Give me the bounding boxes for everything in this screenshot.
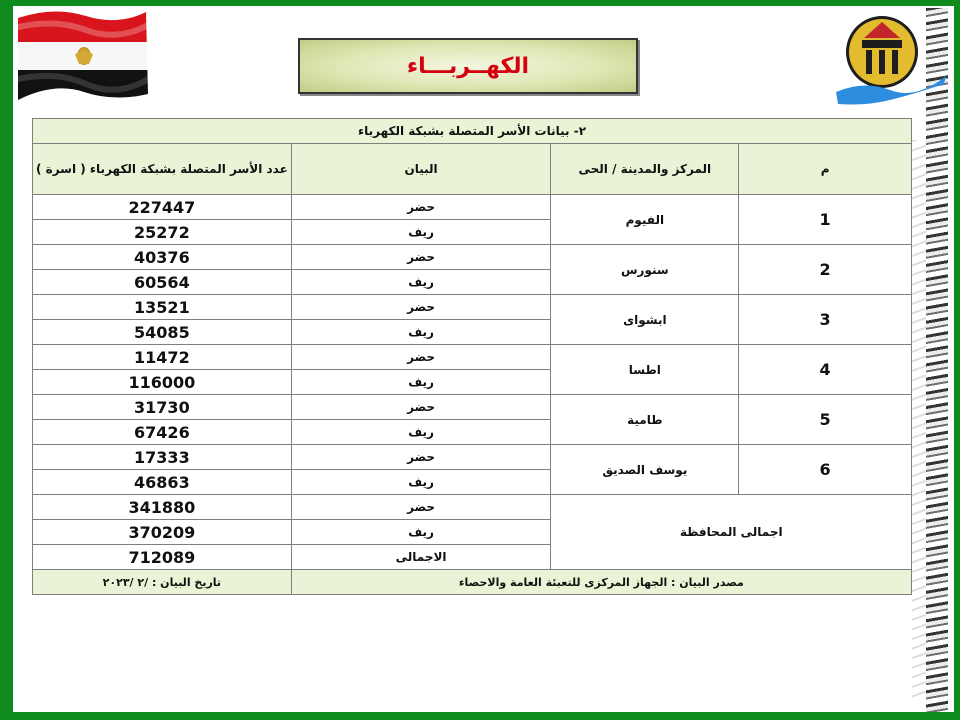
- total-rural-label: ريف: [291, 520, 551, 545]
- governorate-total-label: اجمالى المحافظة: [551, 495, 912, 570]
- urban-value: 40376: [33, 245, 292, 270]
- center-name: سنورس: [551, 245, 739, 295]
- rural-label: ريف: [291, 320, 551, 345]
- total-rural-value: 370209: [33, 520, 292, 545]
- center-name: الفيوم: [551, 195, 739, 245]
- rural-value: 67426: [33, 420, 292, 445]
- table-row: [33, 195, 912, 220]
- urban-label: حضر: [291, 295, 551, 320]
- urban-label: حضر: [291, 345, 551, 370]
- center-name: ابشواى: [551, 295, 739, 345]
- center-name: طامية: [551, 395, 739, 445]
- rural-value: 54085: [33, 320, 292, 345]
- data-source: مصدر البيان : الجهاز المركزى للتعبئة العامة والاحصاء: [291, 570, 911, 595]
- row-index: 1: [739, 195, 912, 245]
- rural-value: 25272: [33, 220, 292, 245]
- grand-total-label: الاجمالى: [291, 545, 551, 570]
- urban-value: 11472: [33, 345, 292, 370]
- column-header-row: [33, 144, 912, 195]
- header-index: م: [739, 144, 912, 195]
- table-footer-row: [33, 570, 912, 595]
- rural-label: ريف: [291, 220, 551, 245]
- center-name: اطسا: [551, 345, 739, 395]
- urban-label: حضر: [291, 395, 551, 420]
- table-caption-row: [33, 119, 912, 144]
- rural-value: 46863: [33, 470, 292, 495]
- rural-value: 116000: [33, 370, 292, 395]
- urban-label: حضر: [291, 245, 551, 270]
- header-statement: البيان: [291, 144, 551, 195]
- rural-label: ريف: [291, 470, 551, 495]
- total-urban-value: 341880: [33, 495, 292, 520]
- row-index: 4: [739, 345, 912, 395]
- table-row: [33, 395, 912, 420]
- row-index: 2: [739, 245, 912, 295]
- row-index: 5: [739, 395, 912, 445]
- urban-label: حضر: [291, 195, 551, 220]
- row-index: 6: [739, 445, 912, 495]
- total-urban-label: حضر: [291, 495, 551, 520]
- egypt-flag-icon: [14, 8, 150, 100]
- urban-value: 31730: [33, 395, 292, 420]
- center-name: يوسف الصديق: [551, 445, 739, 495]
- slide-title: الكهــربـــاء: [406, 53, 530, 79]
- header-count: عدد الأسر المتصلة بشبكة الكهرباء ( اسرة ): [33, 144, 292, 195]
- rural-label: ريف: [291, 420, 551, 445]
- rural-value: 60564: [33, 270, 292, 295]
- table-row: [33, 445, 912, 470]
- slide-title-box: [298, 38, 638, 94]
- table-caption: ٢- بيانات الأسر المتصلة بشبكة الكهرباء: [33, 119, 912, 144]
- row-index: 3: [739, 295, 912, 345]
- header-center: المركز والمدينة / الحى: [551, 144, 739, 195]
- rural-label: ريف: [291, 270, 551, 295]
- data-date: تاريخ البيان : /٢ /٢٠٢٣: [33, 570, 292, 595]
- grand-total-value: 712089: [33, 545, 292, 570]
- urban-label: حضر: [291, 445, 551, 470]
- urban-value: 17333: [33, 445, 292, 470]
- rural-label: ريف: [291, 370, 551, 395]
- table-row: [33, 295, 912, 320]
- total-row: [33, 495, 912, 520]
- table-row: [33, 245, 912, 270]
- urban-value: 13521: [33, 295, 292, 320]
- decorative-strip-inner: [912, 140, 926, 700]
- fayoum-governorate-logo-icon: [834, 10, 948, 106]
- decorative-strip: [926, 8, 948, 712]
- table-row: [33, 345, 912, 370]
- urban-value: 227447: [33, 195, 292, 220]
- electricity-households-table: [32, 118, 912, 595]
